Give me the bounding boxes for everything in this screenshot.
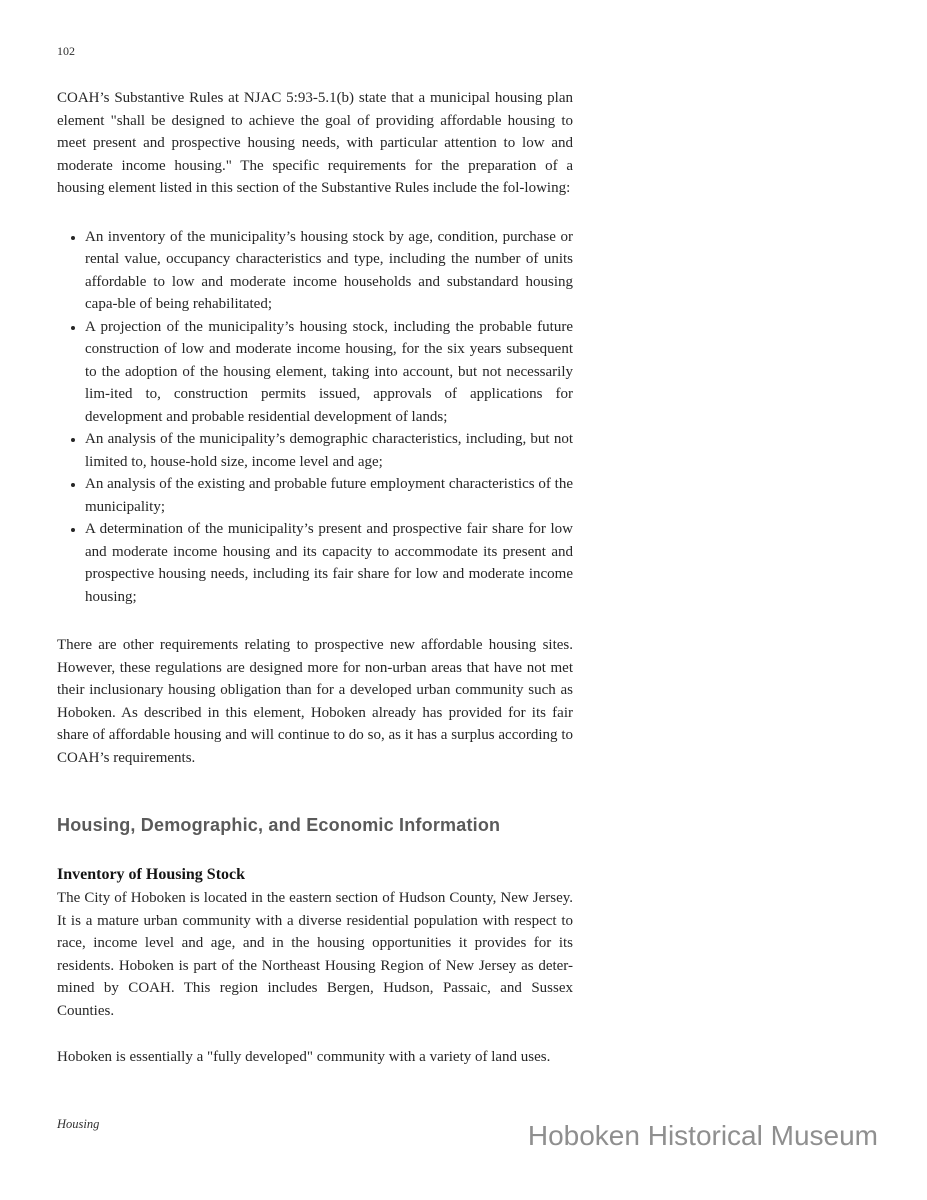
subsection-heading: Inventory of Housing Stock	[57, 866, 246, 883]
intro-paragraph: COAH’s Substantive Rules at NJAC 5:93-5.1(b) state that a municipal housing plan element "shall be designed to achieve the goal of providing affordable housing to meet present and prospective housing needs, with particular attention to low and moderate income housing." The specific requirements for the preparation of a housing element listed in this section of the Substantive Rules include the fol-lowing:	[57, 90, 573, 196]
bullet-item-employment-analysis: • An analysis of the existing and probable future employment characteristics of the municipality;	[85, 473, 573, 518]
bullet-item-projection: • A projection of the municipality’s housing stock, including the probable future construction of low and moderate income housing, for the six years subsequent to the adoption of the housing element, taking into account, but not necessarily lim-ited to, construction permits issued, approvals of applications for development and probable residential development of lands;	[85, 316, 573, 429]
page-content	[57, 44, 573, 1069]
bullet-item-inventory: • An inventory of the municipality’s housing stock by age, condition, purchase or rental value, occupancy characteristics and type, including the number of units affordable to low and moderate income households and substandard housing capa-ble of being rehabilitated;	[85, 226, 573, 316]
watermark-text: Hoboken Historical Museum	[527, 1120, 878, 1151]
bullet-item-demographic-analysis: • An analysis of the municipality’s demographic characteristics, including, but not limited to, house-hold size, income level and age;	[85, 428, 573, 473]
inventory-paragraph: The City of Hoboken is located in the eastern section of Hudson County, New Jersey. It is a mature urban community with a diverse residential population with respect to race, income level and age, and in the housing opportunities it provides for its residents. Hoboken is part of the Northeast Housing Region of New Jersey as deter-mined by COAH. This region includes Bergen, Hudson, Passaic, and Sussex Counties.	[57, 890, 573, 1019]
other-requirements-paragraph: There are other requirements relating to prospective new affordable housing sites. However, these regulations are designed more for non-urban areas that have not met their inclusionary housing obligation than for a developed urban community such as Hoboken. As described in this element, Hoboken already has provided for its fair share of affordable housing and will continue to do so, as it has a surplus according to COAH’s requirements.	[57, 637, 573, 766]
footer-section-label: Housing	[57, 1117, 100, 1131]
fully-developed-paragraph: Hoboken is essentially a "fully developed" community with a variety of land uses.	[57, 1049, 551, 1065]
bullet-item-fair-share-determination: • A determination of the municipality’s present and prospective fair share for low and moderate income housing and its capacity to accommodate its present and prospective housing needs, including its fair share for low and moderate income housing;	[85, 518, 573, 608]
section-heading: Housing, Demographic, and Economic Information	[57, 815, 501, 835]
requirements-bullet-list	[57, 226, 573, 609]
page-number: 102	[57, 44, 75, 58]
